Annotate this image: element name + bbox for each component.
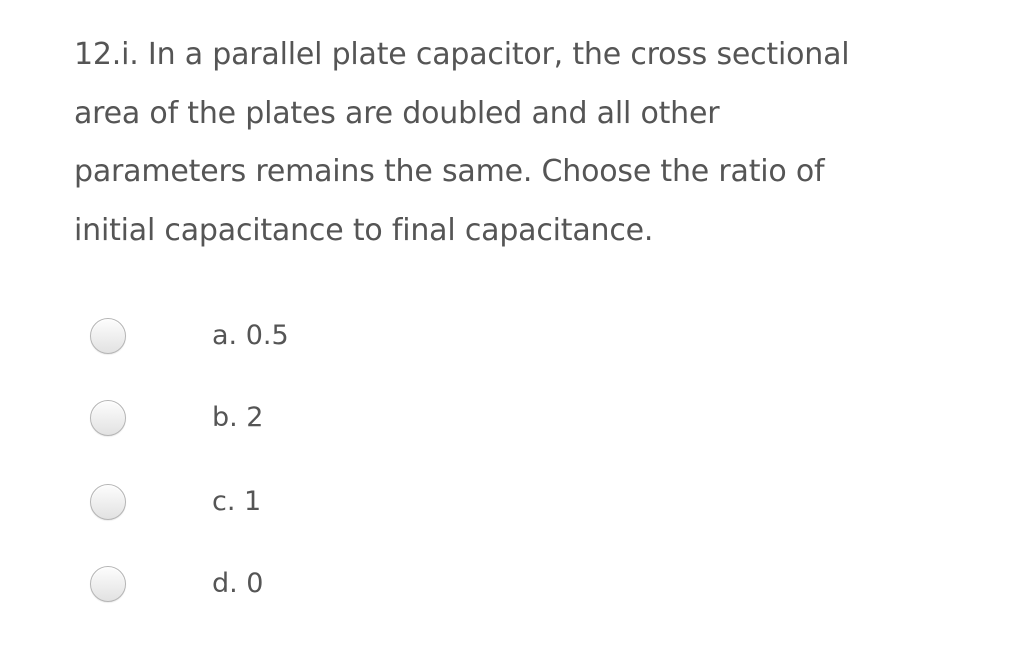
option-a[interactable] — [90, 316, 490, 356]
question-line-1: 12.i. In a parallel plate capacitor, the cross sectional — [74, 37, 850, 72]
question-line-2: area of the plates are doubled and all other — [74, 95, 720, 131]
radio-button-a[interactable] — [90, 318, 126, 354]
radio-button-d[interactable] — [90, 566, 126, 602]
option-b-label[interactable]: b. 2 — [212, 402, 264, 433]
question-line-4: initial capacitance to final capacitance. — [74, 212, 654, 248]
option-d[interactable] — [90, 564, 490, 604]
option-c[interactable] — [90, 482, 490, 522]
option-d-label[interactable]: d. 0 — [212, 568, 264, 599]
radio-button-c[interactable] — [90, 484, 126, 520]
radio-button-b[interactable] — [90, 400, 126, 436]
option-c-label[interactable]: c. 1 — [212, 486, 262, 517]
option-a-label[interactable]: a. 0.5 — [212, 320, 289, 351]
option-b[interactable] — [90, 398, 490, 438]
question-line-3: parameters remains the same. Choose the ratio of — [74, 154, 825, 189]
